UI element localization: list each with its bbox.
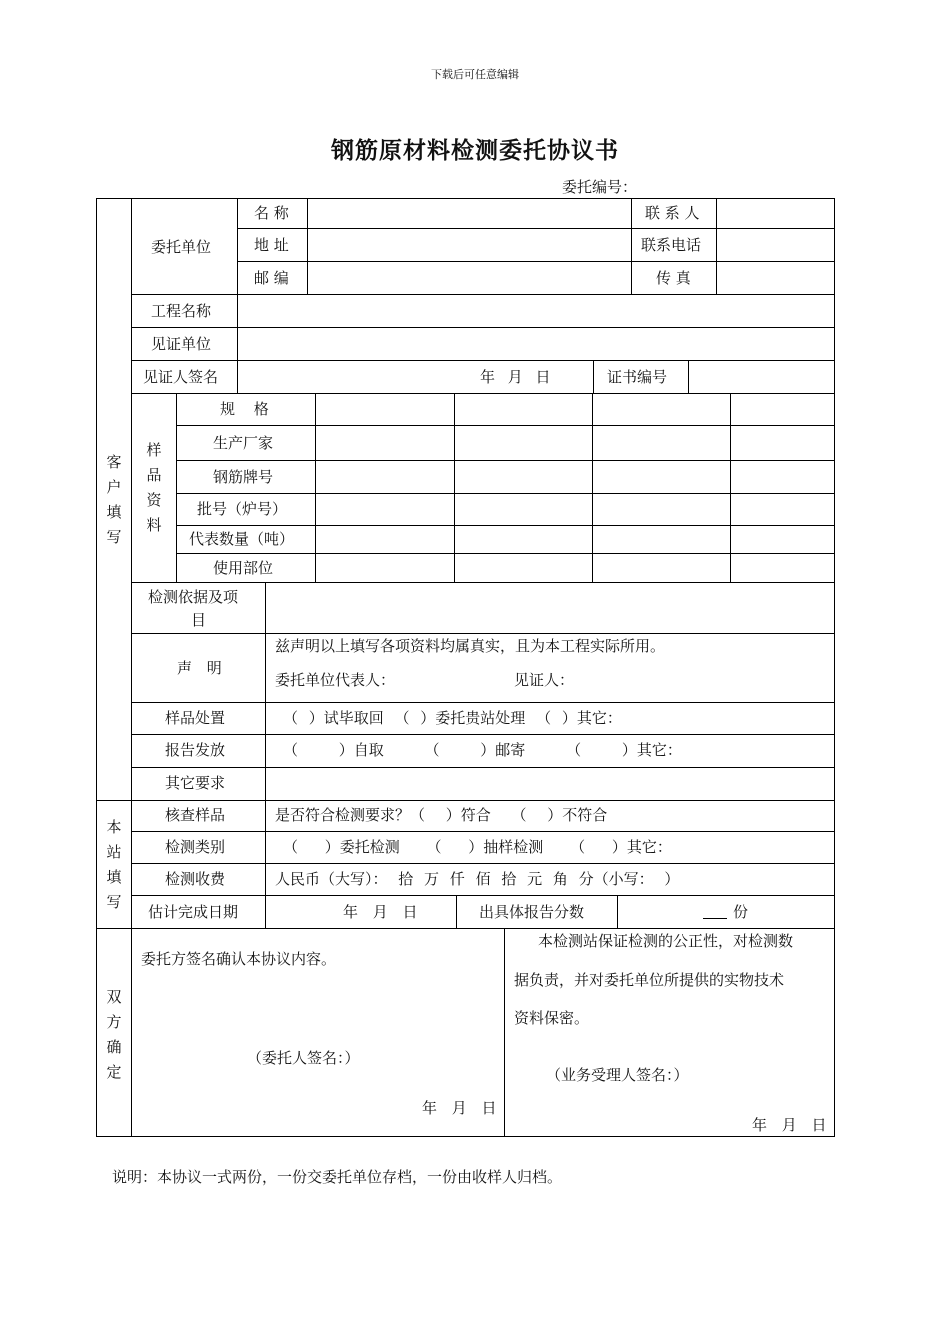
- report-copies-unit: 份: [733, 903, 749, 921]
- sample-row-manufacturer: 生产厂家: [213, 434, 274, 452]
- test-type-label: 检测类别: [165, 838, 226, 856]
- cert-number-label: 证书编号: [607, 368, 668, 386]
- basis-label: 检测依据及项: [148, 588, 239, 606]
- witness-unit-label: 见证单位: [151, 335, 212, 353]
- sample-disposal-options: （ ）试毕取回 （ ）委托贵站处理 （ ）其它：: [283, 709, 622, 727]
- station-guarantee-line2: 据负责，并对委托单位所提供的实物技术: [514, 971, 785, 989]
- sample-row-spec: 规 格: [220, 400, 269, 418]
- station-guarantee-line3: 资料保密。: [514, 1009, 590, 1027]
- completion-date-label: 估计完成日期: [148, 903, 239, 921]
- sample-row-batch: 批号（炉号）: [197, 500, 288, 518]
- doc-number-label: 委托编号：: [562, 178, 638, 196]
- footer-note: 说明：本协议一式两份，一份交委托单位存档，一份由收样人归档。: [112, 1168, 563, 1186]
- basis-label-cont: 目: [191, 611, 207, 629]
- fax-label: 传 真: [656, 269, 691, 287]
- client-confirm-text: 委托方签名确认本协议内容。: [141, 950, 337, 968]
- address-label: 地 址: [254, 236, 289, 254]
- page-title: 钢筋原材料检测委托协议书: [331, 138, 619, 164]
- sample-info-label: 样 品 资 料: [146, 441, 162, 534]
- report-delivery-options: （ ）自取 （ ）邮寄 （ ）其它：: [283, 741, 682, 759]
- report-copies-label: 出具体报告分数: [479, 903, 585, 921]
- declaration-witness: 见证人：: [514, 671, 575, 689]
- completion-date: 年 月 日: [343, 903, 418, 921]
- check-sample-label: 核查样品: [165, 806, 226, 824]
- declaration-label: 声 明: [177, 659, 222, 677]
- postcode-label: 邮 编: [254, 269, 289, 287]
- test-fee-text: 人民币（大写）： 拾 万 仟 佰 拾 元 角 分（小写： ）: [275, 870, 680, 888]
- client-signature-label: （委托人签名：）: [247, 1049, 360, 1067]
- client-side-label: 客 户 填 写: [106, 453, 122, 546]
- test-type-text: （ ）委托检测 （ ）抽样检测 （ ）其它：: [283, 838, 672, 856]
- sample-disposal-label: 样品处置: [165, 709, 226, 727]
- declaration-text: 兹声明以上填写各项资料均属真实，且为本工程实际所用。: [275, 637, 666, 655]
- staff-signature-label: （业务受理人签名：）: [546, 1066, 689, 1084]
- sample-row-usage: 使用部位: [213, 559, 274, 577]
- test-fee-label: 检测收费: [165, 870, 226, 888]
- phone-label: 联系电话: [641, 236, 702, 254]
- witness-sign-label: 见证人签名: [143, 368, 219, 386]
- project-name-label: 工程名称: [151, 302, 212, 320]
- staff-sign-date: 年 月 日: [752, 1116, 827, 1134]
- sample-row-grade: 钢筋牌号: [213, 468, 274, 486]
- declaration-representative: 委托单位代表人：: [275, 671, 396, 689]
- confirm-side-label: 双 方 确 定: [106, 988, 122, 1081]
- station-side-label: 本 站 填 写: [106, 818, 122, 911]
- sample-row-quantity: 代表数量（吨）: [189, 530, 295, 548]
- other-requirements-label: 其它要求: [165, 774, 226, 792]
- contact-label: 联 系 人: [645, 204, 700, 222]
- report-delivery-label: 报告发放: [165, 741, 226, 759]
- name-label: 名 称: [254, 204, 289, 222]
- check-sample-text: 是否符合检测要求？（ ）符合 （ ）不符合: [275, 806, 608, 824]
- entrust-unit-label: 委托单位: [151, 238, 212, 256]
- client-sign-date: 年 月 日: [422, 1099, 497, 1117]
- station-guarantee-line1: 本检测站保证检测的公正性，对检测数: [538, 932, 794, 950]
- header-note: 下载后可任意编辑: [431, 68, 519, 81]
- witness-date: 年 月 日: [480, 368, 551, 386]
